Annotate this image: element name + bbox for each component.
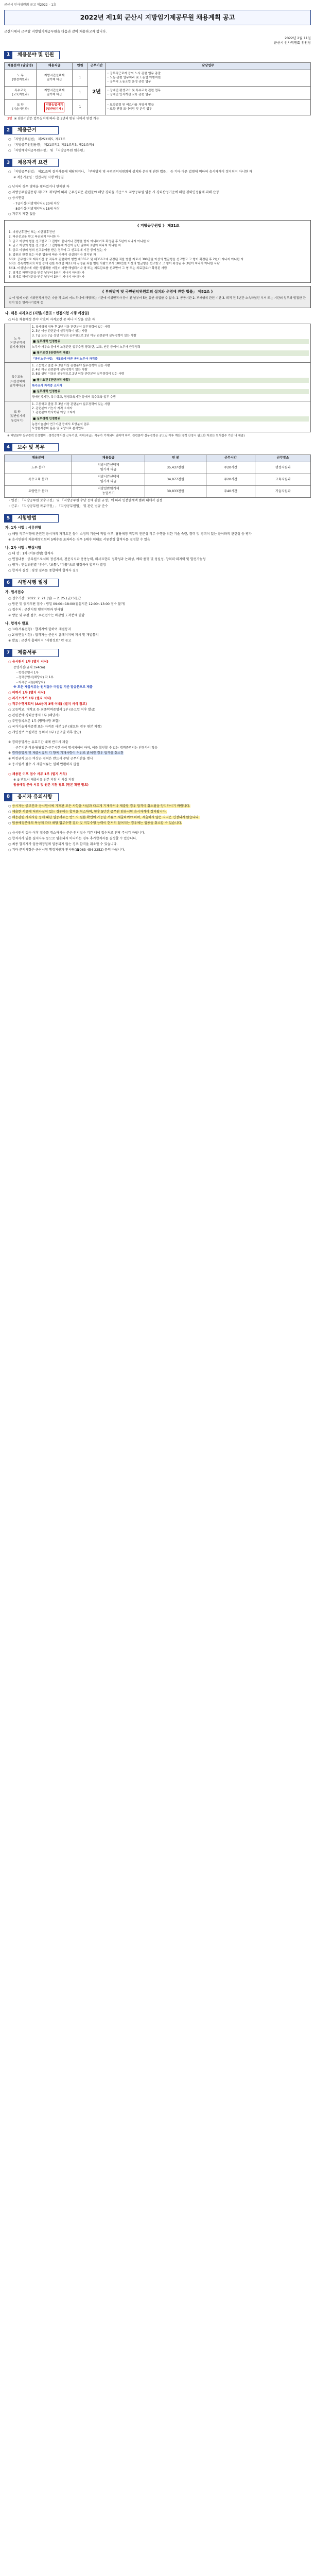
total-count: 3명: [7, 116, 12, 121]
exam-item: 해당 직무수행에 관련된 응시자의 자격요건 등이 소정의 기준에 적합 여부, 담당예정 직무의 전문성 직무 수행을 위한 기술 숙련, 경력 및 경력이 있는 분야와의 관련성 등 평가: [12, 532, 252, 536]
anticorruption-text: ① 이 법에 따른 비위면직자 등은 다음 각 호의 어느 하나에 해당하는 기관에 비위면직자 등이 된 날부터 5년 동안 취업할 수 없다. 1. 공공기관 2. 부패행위 관련 기관 3. 퇴직 전 5년간 소속하였던 부서 또는 기관의 업무와 밀접한 관련이 있는 영리사기업체 등: [9, 297, 306, 305]
law-line: 5. 금고 이상의 형의 선고유예를 받은 경우에 그 선고유예 기간 중에 있는 자: [9, 249, 107, 252]
basis-item: 「지방공무원임용령」 제21조의2, 제21조의3, 제21조의4: [12, 143, 94, 147]
pay-cell: 주40시간: [206, 486, 255, 498]
section-number: 3: [4, 159, 12, 167]
section-3-header: [4, 159, 311, 167]
document-final: 채용된 이후 접수 서류 1부 (별지 서식): [12, 772, 67, 777]
table-row: [5, 324, 311, 363]
term-note: ※ 임용기간은 업무실적에 따라 총 5년의 범위 내에서 연장 가능: [14, 116, 99, 121]
requirements-table: [4, 324, 311, 432]
req-line: 3. 8급 상당 이상의 공무원으로 2년 이상 관련분야 실무경력이 있는 사람: [32, 373, 125, 376]
req-line: 3. 관련분야 학사학위 이상 소지자: [32, 411, 76, 415]
period-cell: 2년: [88, 70, 106, 115]
pay-cell: 특수교육 분야: [5, 474, 72, 486]
pay-table: [4, 454, 311, 498]
field-cell: 특수교육 (교육지원과): [5, 86, 37, 99]
col-header: 인원: [73, 62, 88, 70]
age-item: 7급이상(지방계약직): 20세 이상: [15, 201, 60, 206]
table-row: [5, 474, 311, 486]
req-line: 1. 고등학교 졸업 후 3년 이상 관련분야 실무경력이 있는 사람: [32, 402, 110, 406]
law-line: 6의3. 성폭력범죄의 처벌 등에 관한 특례법 제2조에 규정된 죄를 범한 사람으로서 100만원 이상의 벌금형을 선고받고 그 형이 확정된 후 3년이 지나지 아니한 사람: [9, 262, 220, 266]
duties-cell: ◦ 장애인 평생교육 및 특수교육 관련 업무 ◦ 장애인 인식개선 교육 관련 업무: [106, 86, 311, 99]
law-line: 6의4. 미성년자에 대한 성범죄를 저질러 파면·해임되거나 형 또는 치료감호를 선고받아 그 형 또는 치료감호가 확정된 사람: [9, 266, 167, 270]
pay-cell: 35,437천원: [145, 462, 206, 474]
req-line: 장애인복지관, 특수학교, 평생교육기관 등에서 특수교육 업무 수행: [32, 396, 116, 399]
title-box: [4, 10, 311, 25]
caution-item: 합격자가 임용 결격사유 등으로 임용되지 아니하는 경우 추가합격자를 결정할 수 있습니다.: [12, 836, 137, 840]
anticorruption-box: [4, 286, 311, 309]
req-line: 토양분석장비 운용 및 토양시료 분석업무: [32, 427, 84, 431]
count-cell: 1: [73, 99, 88, 115]
req-header: ■ 실무경력 인정범위: [32, 416, 309, 422]
document-item: - 자격증 사본(해당자): [16, 681, 45, 684]
req-line: 1. 고등학교 졸업 후 3년 이상 관련분야 실무경력이 있는 사람: [32, 364, 110, 367]
document-item: 고등학교, 대학교 등 최종학력증명서 1부 (공고일 이후 발급): [12, 708, 96, 712]
qualification-item: 「지방공무원법」 제31조의 결격사유에 해당되거나, 「부패방지 및 국민권익위원회의 설치와 운영에 관한 법률」 등 기타 다른 법령에 의하여 응시자격이 정지되지 아니한 자: [12, 170, 252, 174]
law-line: 6의2. 공무원으로 재직기간 중 직무와 관련하여 형법 제355조 및 제356조에 규정된 죄를 범한 자로서 300만원 이상의 벌금형을 선고받고 그 형이 확정된 후 2년이 지나지 아니한 자: [9, 258, 244, 261]
pay-cell: 기술지원과: [255, 486, 311, 498]
exam-item: 면접내용 : 공무원으로서의 정신자세, 전문지식과 응용능력, 의사표현의 정확성과 논리성, 예의·품행 및 성실성, 창의력·의지력 및 발전가능성: [12, 558, 206, 562]
section-number: 6: [4, 579, 12, 587]
caution-item: 제출한 서류에 허위사실이 있는 경우에는 합격을 취소하며, 향후 5년간 공무원 임용시험 응시자격이 정지됩니다.: [12, 810, 167, 814]
req-header: ■ 필수요건 (관련자격 제출): [32, 350, 309, 356]
schedule-item: 발표 : 군산시 홈페이지 "시험정보" 란 공고: [12, 639, 72, 643]
page-title: 2022년 제1회 군산시 지방임기제공무원 채용계획 공고: [80, 13, 235, 21]
document-item: 주민등록초본 1부 (병역사항 포함): [12, 719, 60, 723]
table-row: [5, 486, 311, 498]
basis-item: 「지방공무원법」 제25조의5, 제27조: [12, 138, 66, 142]
req-line: 농업기술센터·연구기관 등에서 토양분석 업무: [32, 423, 90, 426]
duties-cell: ◦ 공무직근로자 등의 노사 관련 업무 총괄 ◦ 노동 관련 업무처리 및 노동법 이행지원 ◦ 공무직 노동조합 운영 관련 업무: [106, 70, 311, 86]
duties-cell: ◦ 토양검정 및 비료사용 처방서 발급 ◦ 토양 환경 모니터링 및 분석 업무: [106, 99, 311, 115]
document-final: ※ ⑤ 반드시 제출서류 원본 지참 시 사실 지참: [13, 778, 75, 782]
col-header: 담당업무: [106, 62, 311, 70]
document-note: 경력증명서 및 제출서류의 각 항목 기재사항이 허위로 밝혀질 경우 합격을 취소함: [12, 751, 124, 755]
schedule-subtitle: 나. 합격자 발표: [5, 621, 29, 626]
law-box-title: 《 지방공무원법 》 제31조: [135, 224, 180, 228]
col-header: 근무장소: [255, 455, 311, 462]
caution-item: 응시원서 접수 이후 접수를 취소하시는 분은 원서접수 기간 내에 접수처로 연락 주시기 바랍니다.: [12, 831, 146, 835]
col-header: 채용분야: [5, 455, 72, 462]
section-number: 2: [4, 126, 12, 134]
exam-stage-title: 가. 1차 시험 : 서류전형: [5, 526, 41, 530]
section-8-header: [4, 793, 311, 801]
schedule-item: 접수기간 : 2022. 2. 21.(월) ~ 2. 25.(금) 5일간: [12, 596, 81, 600]
law-line: 7. 징계로 파면처분을 받은 날부터 5년이 지나지 아니한 자: [9, 271, 85, 275]
document-item: 응시원서 1부 (별지 서식): [12, 660, 48, 664]
document-item: 국가기술자격증명 또는 자격증 사본 1부 (필요한 경우 원본 지참): [12, 725, 102, 729]
rank-cell: 지방시간선택제 임기제 다급: [37, 70, 73, 86]
req-line: 2. 4년 이상 관련분야 실무경력이 있는 사람: [32, 368, 87, 372]
law-box: [4, 220, 311, 283]
col-header: 채용분야 (담당명): [5, 62, 37, 70]
table-row: [5, 401, 311, 432]
schedule-item: 접수처 : 군산시청 행정지원과 인사팀: [12, 608, 63, 612]
qualification-item: 남자의 경우 병역을 필하였거나 면제된 자: [12, 184, 69, 189]
document-item: - 학력증명서 1부: [16, 671, 39, 675]
caution-item: 기타 문의사항은 군산시청 행정지원과 인사팀(☎063-454-2252) 문의 바랍니다.: [12, 848, 125, 852]
caution-item: 최종 합격자가 임용예정일에 임용되지 않는 경우 합격을 취소할 수 있습니다.: [12, 842, 118, 846]
requirements-title: 나. 채용 자격요건 (직렬/기준표 : 면접시험 시행 예정일): [5, 311, 90, 316]
section-title: 제출서류: [12, 649, 59, 657]
exam-stage-title: 나. 2차 시험 : 면접시험: [5, 545, 41, 550]
schedule-item: 방문 및 등기우편 접수 : 평일 09:00~18:00(점심시간 12:00~13:00 접수 불가): [12, 602, 126, 606]
pay-cell: 주20시간: [206, 474, 255, 486]
notice-issuer: 군산시 인사위원회 위원장: [274, 41, 311, 45]
notice-page: 군산시 인사위원회 공고 제2022 – 1호 2022년 제1회 군산시 지방임기제공무원 채용계획 공고 군산시에서 근무할 지방임기제공무원을 다음과 같이 채용하고자 합니다. 2022년 2월 11일 군산시 인사위원회 위원장 1 채용분야 및 인원 채용분야 (담당명) 채용직급 인원 근무기간 담당업무 노 무 (행정지원과) 지방시간선택제 임기제 다급 1 2년 ◦ 공무직근로자 등의 노사 관련 업무 총괄 ◦ 노동 관련 업무처리 및 노동법 이행지원 ◦ 공무직 노동조합 운영 관련 업무 특수교육 (교육지원과) 지방시간선택제 임기제 다급 1 ◦ 장애인 평생교육 및 특수교육 관련 업무 ◦ 장애인 인식개선 교육 관련 업무 토 양 (기술지원과) 지방농업서기 (일반임기제) 1 ◦ 토양검정 및 비료사용 처방서 발급 ◦ 토양 환경 모니터링 및 분석 업무 3명 ※ 임용기간은 업무실적에 따라 총 5년의 범위 내에서 연장 가능 2 채용근거 ○ 「지방공무원법」 제25조의5, 제27조 ○ 「지방공무원임용령」 제21조의2, 제21조의3, 제21조의4 ○ 「지방계약직공무원규정」 및 「지방공무원 임용령」 3 채용자격 요건 ○ 「지방공무원법」 제31조의 결격사유에 해당되거나, 「부패방지 및 국민권익위원회의 설치와 운영에 관한 법률」 등 기타 다른 법령에 의하여 응시자격이 정지되지 아니한 자 ※ 적용기준일 : 면접시험 시행 예정일 ○ 남자의 경우 병역을 필하였거나 면제된 자 ○ 지방공무원임용령 제17조 제3항에 따라 근무경력은 관련분야 해당 경력을 기준으로 지방공무원 임용 시 경력산정기준에 의한 경력인정률에 의해 산정 ○ 응시연령 - 7급이상(지방계약직): 20세 이상 - 8급이상(지방계약직): 18세 이상 ○ 거주지 제한 없음 《 지방공무원법 》 제31조 1. 피성년후견인 또는 피한정후견인 2. 파산선고를 받고 복권되지 아니한 자 3. 금고 이상의 형을 선고받고 그 집행이 끝나거나 집행을 받지 아니하기로 확정된 후 5년이 지나지 아니한 자 4. 금고 이상의 형을 선고받고 그 집행유예 기간이 끝난 날부터 2년이 지나지 아니한 자 5. 금고 이상의 형의 선고유예를 받은 경우에 그 선고유예 기간 중에 있는 자 6. 법원의 판결 또는 다른 법률에 따라 자격이 상실되거나 정지된 자 6의2. 공무원으로 재직기간 중 직무와 관련하여 형법 제355조 및 제356조에 규정된 죄를 범한 자로서 300만원 이상의 벌금형을 선고받고 그 형이 확정된 후 2년이 지나지 아니한 자 6의3. 성폭력범죄의 처벌 등에 관한 특례법 제2조에 규정된 죄를 범한 사람으로서 100만원 이상의 벌금형을 선고받고 그 형이 확정된 후 3년이 지나지 아니한 사람 6의4. 미성년자에 대한 성범죄를 저질러 파면·해임되거나 형 또는 치료감호를 선고받아 그 형 또는 치료감호가 확정된 사람 7. 징계로 파면처분을 받은 날부터 5년이 지나지 아니한 자 8. 징계로 해임처분을 받은 날부터 3년이 지나지 아니한 자 《 부패방지 및 국민권익위원회의 설치와 운영에 관한 법률」 제82조 》 ① 이 법에 따른 비위면직자 등은 다음 각 호의 어느 하나에 해당하는 기관에 비위면직자 등이 된 날부터 5년 동안 취업할 수 없다. 1. 공공기관 2. 부패행위 관련 기관 3. 퇴직 전 5년간 소속하였던 부서 또는 기관의 업무와 밀접한 관련이 있는 영리사기업체 등 나. 채용 자격요건 (직렬/기준표 : 면접시험 시행 예정일) ○ 다음 채용예정 분야 각호의 자격요건 중 하나 이상을 갖춘 자 노 무 (시간선택제 임기제다급) 1. 학사학위 취득 후 2년 이상 관련분야 실무경력이 있는 사람 2. 3년 이상 관련분야 실무경력이 있는 사람 3. 7급 또는 7급 상당 이상의 공무원으로 2년 이상 관련분야 실무경력이 있는 사람 ■ 실무경력 인정범위 노무사 사무소 등에서 노동관련 업무수행 경력(단, 보조, 인턴 등에서 노무사 근무경력 ■ 필수요건 (관련자격 제출) 「공인노무사법」 제3조에 따른 공인노무사 자격증 특수교육 (시간선택제 임기제다급) 1. 고등학교 졸업 후 3년 이상 관련분야 실무경력이 있는 사람 2. 4년 이상 관련분야 실무경력이 있는 사람 3. 8급 상당 이상의 공무원으로 2년 이상 관련분야 실무경력이 있는 사람 ■ 필수요건 (관련자격 제출) 특수교사 자격증 소지자 ■ 실무경력 인정범위 장애인복지관, 특수학교, 평생교육기관 등에서 특수교육 업무 수행 토 양 (일반임기제 농업서기) 1. 고등학교 졸업 후 3년 이상 관련분야 실무경력이 있는 사람 2. 관련분야 기능사 자격 소지자 3. 관련분야 학사학위 이상 소지자 ■ 실무경력 인정범위 농업기술센터·연구기관 등에서 토양분석 업무 토양분석장비 운용 및 토양시료 분석업무 ※ 해당분야 실무경력 인정범위 : 경력증명서상 근무기간, 직위(직급), 직무가 기재되어 있어야 하며, 관련분야 실무경력은 공고일 이후 계산(경력 산정시 필요한 자료는 원서접수 기간 내 제출) 4 보수 및 복무 채용분야 채용등급 연 봉 근무시간 근무장소 노무 분야 지방시간선택제 임기제 다급 35,437천원 주20시간 행정지원과 특수교육 분야 지방시간선택제 임기제 다급 34,877천원 주20시간 교육지원과 토양연구 분야 지방일반임기제 농업서기 39,833천원 주40시간 기술지원과 ◦ 연봉 : 「지방공무원 보수규정」 및 「지방공무원 수당 등에 관한 규정」에 따라 연봉한계액 범위 내에서 결정 ◦ 근무 : 「지방공무원 복무규정」, 「지방공무원법」 및 관련 법규 준수 5 시험방법 가. 1차 시험 : 서류전형 ○ 해당 직무수행에 관련된 응시자의 자격요건 등이 소정의 기준에 적합 여부, 담당예정 직무의 전문성 직무 수행을 위한 기술 숙련, 경력 및 경력이 있는 분야와의 관련성 등 평가 ※ 응시인원이 채용예정인원의 5배수를 초과하는 경우 5배수 이내로 서류전형 합격자를 결정할 수 있음 나. 2차 시험 : 면접시험 ○ 대 상 : 1차 (서류전형) 합격자 ○ 면접내용 : 공무원으로서의 정신자세, 전문지식과 응용능력, 의사표현의 정확성과 논리성, 예의·품행 및 성실성, 창의력·의지력 및 발전가능성 ○ 평가 : 면접위원별 "우수", "보통", "미흡"으로 평정하여 합격자 결정 ○ 합격자 결정 : 평정 결과를 종합하여 합격자 결정 6 시험시행 일정 가. 원서접수 ○ 접수기간 : 2022. 2. 21.(월) ~ 2. 25.(금) 5일간 ○ 방문 및 등기우편 접수 : 평일 09:00~18:00(점심시간 12:00~13:00 접수 불가) ○ 접수처 : 군산시청 행정지원과 인사팀 ※ 방문 및 우편 접수, 우편접수는 마감일 도착분에 한함 나. 합격자 발표 ○ 1차(서류전형) : 합격자에 한하여 개별통지 ○ 2차(면접시험) : 합격자는 군산시 홈페이지에 게시 및 개별통지 ※ 발표 : 군산시 홈페이지 "시험정보" 란 공고 7 제출서류 ○ 응시원서 1부 (별지 서식) 증명사진(규격 3x4cm) - 학력증명서 1부 - 경력증명서(해당자) 각 1부 - 자격증 사본(해당자) ※ 모든 제출서류는 원서접수 마감일 기준 발급분으로 제출 ○ 이력서 1부 (별지 서식) ○ 자기소개서 1부 (별지 서식) ○ 직무수행계획서 (A4용지 3매 이내) (별지 서식 참고) ○ 고등학교, 대학교 등 최종학력증명서 1부 (공고일 이후 발급) ○ 관련분야 경력증명서 1부 (해당자) ○ 주민등록초본 1부 (병역사항 포함) ○ 국가기술자격증명 또는 자격증 사본 1부 (필요한 경우 원본 지참) ○ 개인정보 수집이용 동의서 1부 (공고일 이후 발급) ※ 경력증명서는 유효기간 내에 반드시 제출 - 근무기간·직위·담당업무·근무시간 등이 명시되어야 하며, 이를 확인할 수 없는 경력증명서는 인정하지 않음 ※ 경력증명서 및 제출서류의 각 항목 기재사항이 허위로 밝혀질 경우 합격을 취소함 ※ 비정규직 또는 비상근 경력은 반드시 주당 근무시간을 명시 ※ 응시원서 접수 시 제출서류는 일체 반환하지 않음 ○ 채용된 이후 접수 서류 1부 (별지 서식) ※ ⑤ 반드시 제출서류 원본 지참 시 사실 지참 임용예정 분야 서류 및 원본 지참 필요 (원본 확인 필요) 8 응시자 유의사항 ○ 응시자는 공고문과 응시원서에 기재된 모든 사항을 사실과 다르게 기재하거나 제출할 경우 합격이 취소됨을 양지하시기 바랍니다. ○ 제출한 서류에 허위사실이 있는 경우에는 합격을 취소하며, 향후 5년간 공무원 임용시험 응시자격이 정지됩니다. ○ 채용관련 자격사항 등에 대한 입증서류는 반드시 원본 확인이 가능한 서류로 제출하여야 하며, 제출하지 않은 자격은 인정되지 않습니다. ○ 임용예정분야의 특성에 따라 해당 업무수행 결과 및 직무수행 능력이 현저히 떨어지는 경우에는 임용을 취소할 수 있습니다. ○ 응시원서 접수 이후 접수를 취소하시는 분은 원서접수 기간 내에 접수처로 연락 주시기 바랍니다. ○ 합격자가 임용 결격사유 등으로 임용되지 아니하는 경우 추가합격자를 결정할 수 있습니다. ○ 최종 합격자가 임용예정일에 임용되지 않는 경우 합격을 취소할 수 있습니다. ○ 기타 문의사항은 군산시청 행정지원과 인사팀(☎063-454-2252) 문의 바랍니다.: [4, 3, 311, 852]
caution-item: 응시자는 공고문과 응시원서에 기재된 모든 사항을 사실과 다르게 기재하거나 제출할 경우 합격이 취소됨을 양지하시기 바랍니다.: [12, 804, 190, 808]
section-title: 채용분야 및 인원: [12, 51, 60, 59]
table-row: [5, 70, 311, 86]
requirements-footnote: ※ 해당분야 실무경력 인정범위 : 경력증명서상 근무기간, 직위(직급), 직무가 기재되어 있어야 하며, 관련분야 실무경력은 공고일 이후 계산(경력 산정시 필요한 자료는 원서접수 기간 내 제출): [7, 434, 245, 438]
rank-highlight: 지방농업서기 (일반임기제): [44, 103, 65, 112]
document-item: 이력서 1부 (별지 서식): [12, 691, 45, 695]
age-item: 8급이상(지방계약직): 18세 이상: [15, 207, 60, 211]
table-row: [5, 462, 311, 474]
law-line: 6. 법원의 판결 또는 다른 법률에 따라 자격이 상실되거나 정지된 자: [9, 253, 96, 257]
col-header: 채용등급: [72, 455, 145, 462]
law-line: 1. 피성년후견인 또는 피한정후견인: [9, 231, 55, 234]
schedule-item: 방문 및 우편 접수, 우편접수는 마감일 도착분에 한함: [12, 613, 85, 617]
section-number: 8: [4, 793, 12, 801]
pay-cell: 39,833천원: [145, 486, 206, 498]
section-4-header: [4, 443, 311, 451]
qualification-item: 거주지 제한 없음: [12, 212, 36, 216]
req-line: 3. 7급 또는 7급 상당 이상의 공무원으로 2년 이상 관련분야 실무경력이 있는 사람: [32, 334, 136, 338]
field-cell: 토 양 (기술지원과): [5, 99, 37, 115]
section-1-header: [4, 51, 311, 59]
req-line: 1. 학사학위 취득 후 2년 이상 관련분야 실무경력이 있는 사람: [32, 326, 110, 329]
document-item: 관련분야 경력증명서 1부 (해당자): [12, 713, 60, 717]
exam-item: 대 상 : 1차 (서류전형) 합격자: [12, 552, 54, 556]
section-7-header: [4, 649, 311, 657]
req-header: ■ 필수요건 (관련자격 제출): [32, 378, 309, 383]
exam-item: 합격자 결정 : 평정 결과를 종합하여 합격자 결정: [12, 569, 79, 573]
schedule-item: 1차(서류전형) : 합격자에 한하여 개별통지: [12, 628, 71, 632]
qualification-item: 응시연령: [12, 196, 25, 200]
req-line: 노무사 사무소 등에서 노동관련 업무수행 경력(단, 보조, 인턴 등에서 노무사 근무경력: [32, 346, 141, 349]
intro-text: 군산시에서 근무할 지방임기제공무원을 다음과 같이 채용하고자 합니다.: [4, 29, 107, 33]
caution-item: 채용관련 자격사항 등에 대한 입증서류는 반드시 원본 확인이 가능한 서류로 제출하여야 하며, 제출하지 않은 자격은 인정되지 않습니다.: [12, 815, 200, 819]
req-header: ■ 실무경력 인정범위: [32, 389, 309, 394]
document-item: ※ 모든 제출서류는 원서접수 마감일 기준 발급분으로 제출: [13, 685, 93, 689]
schedule-subtitle: 가. 원서접수: [5, 590, 24, 595]
rank-cell: 지방시간선택제 임기제 다급: [37, 86, 73, 99]
law-line: 2. 파산선고를 받고 복권되지 아니한 자: [9, 235, 60, 239]
document-item: 자기소개서 1부 (별지 서식): [12, 696, 51, 700]
pay-cell: 행정지원과: [255, 462, 311, 474]
section-number: 1: [4, 51, 12, 59]
req-line: 2. 3년 이상 관련분야 실무경력이 있는 사람: [32, 330, 87, 333]
document-note: 응시원서 접수 시 제출서류는 일체 반환하지 않음: [12, 763, 80, 767]
field-cell: 노 무 (행정지원과): [5, 70, 37, 86]
section-title: 응시자 유의사항: [12, 793, 59, 801]
qualification-note: ※ 적용기준일 : 면접시험 시행 예정일: [13, 176, 64, 180]
section-5-header: [4, 514, 311, 523]
pay-cell: 토양연구 분야: [5, 486, 72, 498]
section-title: 채용자격 요건: [12, 159, 59, 167]
pay-note: ◦ 근무 : 「지방공무원 복무규정」, 「지방공무원법」 및 관련 법규 준수: [8, 504, 108, 509]
document-note: 근무기간·직위·담당업무·근무시간 등이 명시되어야 하며, 이를 확인할 수 없는 경력증명서는 인정하지 않음: [15, 746, 158, 750]
count-cell: 1: [73, 86, 88, 99]
pay-cell: 지방시간선택제 임기제 다급: [72, 462, 145, 474]
section-title: 채용근거: [12, 126, 59, 134]
section-title: 시험시행 일정: [12, 579, 59, 587]
document-item: 개인정보 수집이용 동의서 1부 (공고일 이후 발급): [12, 730, 81, 734]
notice-number: 군산시 인사위원회 공고 제2022 – 1호: [4, 3, 57, 7]
caution-item: 임용예정분야의 특성에 따라 해당 업무수행 결과 및 직무수행 능력이 현저히 떨어지는 경우에는 임용을 취소할 수 있습니다.: [12, 821, 182, 825]
section-6-header: [4, 579, 311, 587]
notice-date: 2022년 2월 11일: [284, 36, 311, 41]
count-cell: 1: [73, 70, 88, 86]
pay-note: ◦ 연봉 : 「지방공무원 보수규정」 및 「지방공무원 수당 등에 관한 규정」에 따라 연봉한계액 범위 내에서 결정: [8, 499, 163, 503]
anticorruption-title: 《 부패방지 및 국민권익위원회의 설치와 운영에 관한 법률」 제82조 》: [100, 289, 215, 294]
req-field: 특수교육 (시간선택제 임기제다급): [5, 362, 30, 401]
col-header: 근무시간: [206, 455, 255, 462]
exam-item: 평가 : 면접위원별 "우수", "보통", "미흡"으로 평정하여 합격자 결정: [12, 563, 106, 567]
req-line: 「공인노무사법」 제3조에 따른 공인노무사 자격증: [32, 357, 98, 361]
pay-cell: 노무 분야: [5, 462, 72, 474]
col-header: 근무기간: [88, 62, 106, 70]
section-number: 4: [4, 443, 12, 451]
pay-cell: 지방일반임기제 농업서기: [72, 486, 145, 498]
document-final: 임용예정 분야 서류 및 원본 지참 필요 (원본 확인 필요): [13, 783, 89, 787]
document-note: 비정규직 또는 비상근 경력은 반드시 주당 근무시간을 명시: [12, 757, 93, 761]
document-item: - 경력증명서(해당자) 각 1부: [16, 676, 54, 680]
req-line: 특수교사 자격증 소지자: [32, 384, 62, 388]
law-line: 3. 금고 이상의 형을 선고받고 그 집행이 끝나거나 집행을 받지 아니하기로 확정된 후 5년이 지나지 아니한 자: [9, 240, 150, 243]
col-header: 채용직급: [37, 62, 73, 70]
pay-cell: 34,877천원: [145, 474, 206, 486]
document-item: 직무수행계획서 (A4용지 3매 이내) (별지 서식 참고): [12, 702, 87, 706]
basis-item: 「지방계약직공무원규정」 및 「지방공무원 임용령」: [12, 149, 86, 153]
requirements-subtitle: ○ 다음 채용예정 분야 각호의 자격요건 중 하나 이상을 갖춘 자: [8, 318, 95, 322]
pay-cell: 교육지원과: [255, 474, 311, 486]
document-note: 경력증명서는 유효기간 내에 반드시 제출: [12, 740, 68, 744]
section-2-header: [4, 126, 311, 134]
section-number: 7: [4, 649, 12, 657]
recruitment-table: [4, 62, 311, 115]
qualification-item: 지방공무원임용령 제17조 제3항에 따라 근무경력은 관련분야 해당 경력을 기준으로 지방공무원 임용 시 경력산정기준에 의한 경력인정률에 의해 산정: [12, 190, 219, 194]
pay-cell: 지방시간선택제 임기제 다급: [72, 474, 145, 486]
law-line: 4. 금고 이상의 형을 선고받고 그 집행유예 기간이 끝난 날부터 2년이 지나지 아니한 자: [9, 244, 121, 248]
section-title: 시험방법: [12, 514, 59, 523]
exam-item: 응시인원이 채용예정인원의 5배수를 초과하는 경우 5배수 이내로 서류전형 합격자를 결정할 수 있음: [12, 537, 150, 542]
req-field: 토 양 (일반임기제 농업서기): [5, 401, 30, 432]
table-row: [5, 362, 311, 401]
req-field: 노 무 (시간선택제 임기제다급): [5, 324, 30, 363]
section-number: 5: [4, 514, 12, 523]
law-line: 8. 징계로 해임처분을 받은 날부터 3년이 지나지 아니한 자: [9, 276, 85, 279]
table-row: [5, 99, 311, 115]
document-item: 증명사진(규격 3x4cm): [13, 666, 45, 670]
section-title: 보수 및 복무: [12, 443, 59, 451]
table-row: [5, 86, 311, 99]
col-header: 연 봉: [145, 455, 206, 462]
pay-cell: 주20시간: [206, 462, 255, 474]
req-line: 2. 관련분야 기능사 자격 소지자: [32, 407, 73, 410]
schedule-item: 2차(면접시험) : 합격자는 군산시 홈페이지에 게시 및 개별통지: [12, 633, 99, 637]
req-header: ■ 실무경력 인정범위: [32, 339, 309, 344]
